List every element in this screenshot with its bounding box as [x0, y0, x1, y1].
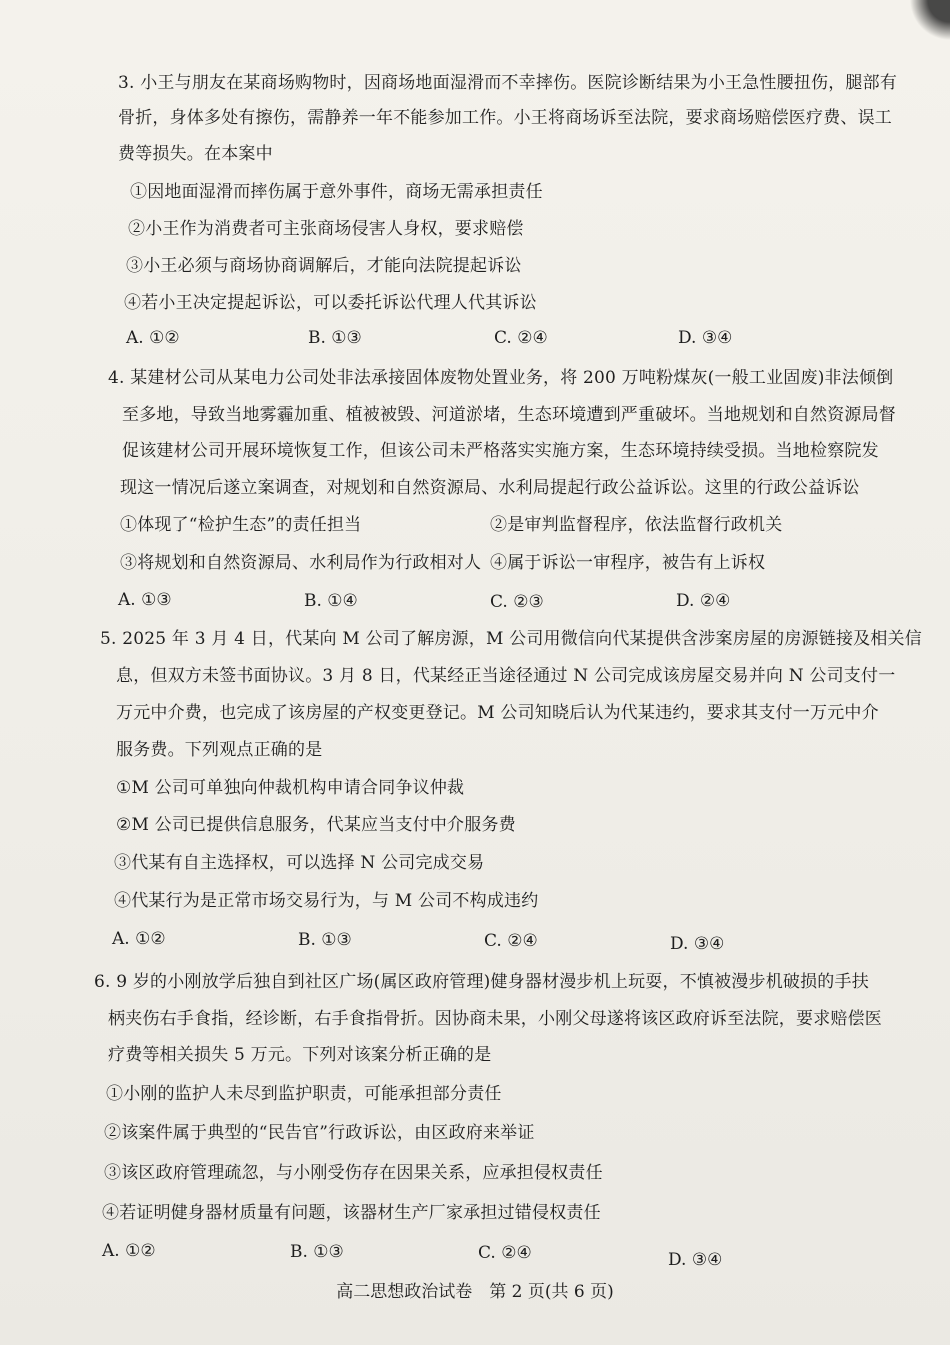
question-3-item: ④若小王决定提起诉讼，可以委托诉讼代理人代其诉讼	[124, 293, 537, 313]
question-5-item: ④代某行为是正常市场交易行为，与 M 公司不构成违约	[114, 891, 539, 911]
question-3-stem-line: 费等损失。在本案中	[118, 144, 273, 164]
question-5-option-d[interactable]: D. ③④	[670, 934, 725, 954]
question-4-option-d[interactable]: D. ②④	[676, 591, 731, 611]
question-6-option-b[interactable]: B. ①③	[290, 1242, 344, 1262]
question-4-stem-line: 至多地，导致当地雾霾加重、植被被毁、河道淤堵，生态环境遭到严重破坏。当地规划和自然资源局督	[122, 405, 896, 425]
question-5-stem-line: 息，但双方未签书面协议。3 月 8 日，代某经正当途径通过 N 公司完成该房屋交易并向 N 公司支付一	[116, 666, 896, 686]
question-4-item: ④属于诉讼一审程序，被告有上诉权	[490, 553, 766, 573]
question-5-stem-line: 万元中介费，也完成了该房屋的产权变更登记。M 公司知晓后认为代某违约，要求其支付一万元中介	[116, 703, 879, 723]
question-6-item: ④若证明健身器材质量有问题，该器材生产厂家承担过错侵权责任	[102, 1203, 601, 1223]
question-6-item: ②该案件属于典型的“民告官”行政诉讼，由区政府来举证	[104, 1123, 535, 1143]
question-3-item: ③小王必须与商场协商调解后，才能向法院提起诉讼	[126, 256, 522, 276]
question-3-stem-line: 骨折，身体多处有擦伤，需静养一年不能参加工作。小王将商场诉至法院，要求商场赔偿医疗费、误工	[118, 108, 892, 128]
question-3-option-b[interactable]: B. ①③	[308, 328, 362, 348]
question-6-option-d[interactable]: D. ③④	[668, 1250, 723, 1270]
question-3-stem-line: 3. 小王与朋友在某商场购物时，因商场地面湿滑而不幸摔伤。医院诊断结果为小王急性腰扭伤，腿部有	[118, 73, 898, 93]
question-5-option-c[interactable]: C. ②④	[484, 931, 538, 951]
question-6-item: ③该区政府管理疏忽，与小刚受伤存在因果关系，应承担侵权责任	[104, 1163, 603, 1183]
question-4-stem-line: 促该建材公司开展环境恢复工作，但该公司未严格落实实施方案，生态环境持续受损。当地检察院发	[122, 441, 879, 461]
question-6-stem-line: 疗费等相关损失 5 万元。下列对该案分析正确的是	[108, 1045, 492, 1065]
question-3-option-c[interactable]: C. ②④	[494, 328, 548, 348]
question-5-stem-line: 服务费。下列观点正确的是	[116, 740, 323, 760]
question-3-option-d[interactable]: D. ③④	[678, 328, 733, 348]
question-3-item: ①因地面湿滑而摔伤属于意外事件，商场无需承担责任	[130, 182, 543, 202]
question-3-item: ②小王作为消费者可主张商场侵害人身权，要求赔偿	[128, 219, 524, 239]
question-4-option-a[interactable]: A. ①③	[118, 590, 172, 610]
scan-corner-shadow	[890, 0, 950, 60]
question-4-item: ①体现了“检护生态”的责任担当	[120, 515, 362, 535]
question-6-option-c[interactable]: C. ②④	[478, 1243, 532, 1263]
question-5-item: ②M 公司已提供信息服务，代某应当支付中介服务费	[116, 815, 516, 835]
question-4-item: ②是审判监督程序，依法监督行政机关	[490, 515, 783, 535]
question-6-stem-line: 柄夹伤右手食指，经诊断，右手食指骨折。因协商未果，小刚父母遂将该区政府诉至法院，要求赔偿医	[108, 1009, 882, 1029]
question-4-item: ③将规划和自然资源局、水利局作为行政相对人	[120, 553, 482, 573]
question-5-option-b[interactable]: B. ①③	[298, 930, 352, 950]
question-4-stem-line: 4. 某建材公司从某电力公司处非法承接固体废物处置业务，将 200 万吨粉煤灰(一般工业固废)非法倾倒	[108, 368, 894, 388]
question-5-stem-line: 5. 2025 年 3 月 4 日，代某向 M 公司了解房源，M 公司用微信向代某提供含涉案房屋的房源链接及相关信	[100, 629, 922, 649]
question-3-option-a[interactable]: A. ①②	[126, 328, 180, 348]
question-5-option-a[interactable]: A. ①②	[112, 929, 166, 949]
question-6-option-a[interactable]: A. ①②	[102, 1241, 156, 1261]
question-6-stem-line: 6. 9 岁的小刚放学后独自到社区广场(属区政府管理)健身器材漫步机上玩耍，不慎被漫步机破损的手扶	[94, 972, 869, 992]
page-footer: 高二思想政治试卷 第 2 页(共 6 页)	[336, 1282, 614, 1302]
question-4-option-b[interactable]: B. ①④	[304, 591, 358, 611]
question-6-item: ①小刚的监护人未尽到监护职责，可能承担部分责任	[106, 1084, 502, 1104]
question-4-option-c[interactable]: C. ②③	[490, 592, 544, 612]
question-4-stem-line: 现这一情况后遂立案调查，对规划和自然资源局、水利局提起行政公益诉讼。这里的行政公益诉讼	[120, 478, 860, 498]
question-5-item: ③代某有自主选择权，可以选择 N 公司完成交易	[114, 853, 485, 873]
question-5-item: ①M 公司可单独向仲裁机构申请合同争议仲裁	[116, 778, 465, 798]
